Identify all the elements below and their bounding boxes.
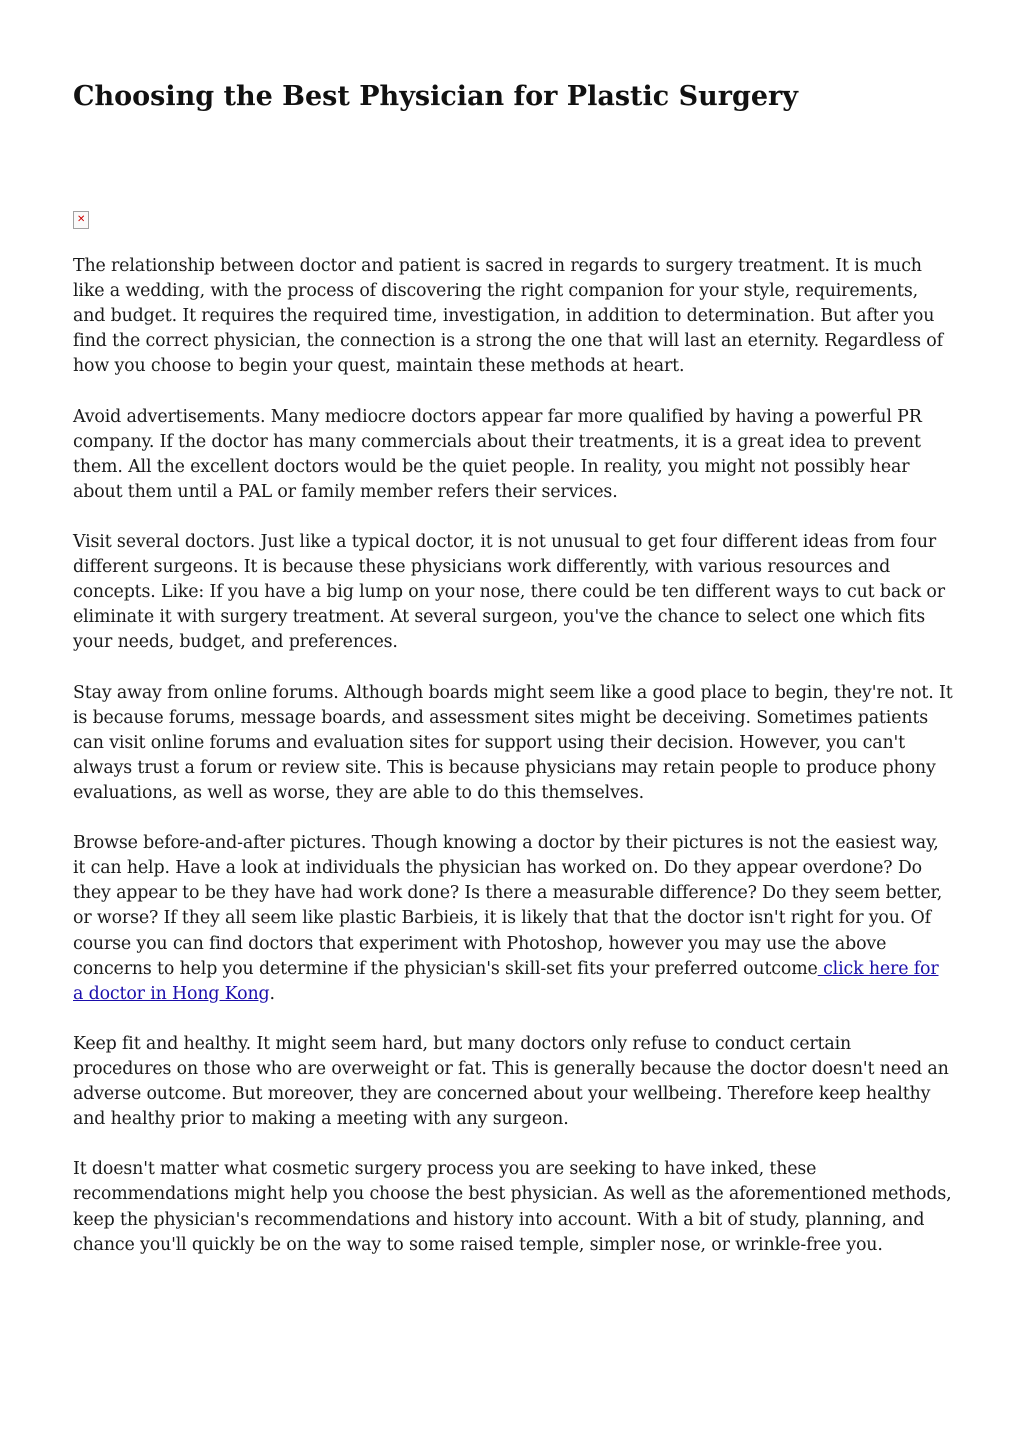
doctor-hong-kong-link[interactable]: click here for a doctor in Hong Kong bbox=[73, 958, 939, 1004]
paragraph-intro: The relationship between doctor and patient is sacred in regards to surgery treatment. It is much like a wedding, with the process of discovering the right companion for your style, requirements, and budget. It requires the required time, investigation, in addition to determination. But after you find the correct physician, the connection is a strong the one that will last an eternity. Regardless of how you choose to begin your quest, maintain these methods at heart. bbox=[73, 256, 943, 377]
paragraph-pictures-text: Browse before-and-after pictures. Though knowing a doctor by their pictures is not the easiest way, it can help. Have a look at individuals the physician has worked on. Do they appear overdone? Do they appear to be they have had work done? Is there a measurable difference? Do they seem better, or worse? If they all seem like plastic Barbieis, it is likely that that the doctor isn't right for you. Of course you can find doctors that experiment with Photoshop, however you may use the above concerns to help you determine if the physician's skill-set fits your preferred outcome bbox=[73, 833, 943, 979]
document-page bbox=[73, 79, 953, 1283]
paragraph-keep-fit: Keep fit and healthy. It might seem hard, but many doctors only refuse to conduct certain procedures on those who are overweight or fat. This is generally because the doctor doesn't need an adverse outcome. But moreover, they are concerned about your wellbeing. Therefore keep healthy and healthy prior to making a meeting with any surgeon. bbox=[73, 1033, 949, 1130]
broken-image-icon bbox=[73, 211, 89, 229]
paragraph-avoid-ads: Avoid advertisements. Many mediocre doctors appear far more qualified by having a powerful PR company. If the doctor has many commercials about their treatments, it is a great idea to prevent them. All the excellent doctors would be the quiet people. In reality, you might not possibly hear about them until a PAL or family member refers their services. bbox=[73, 406, 922, 502]
paragraph-visit-doctors: Visit several doctors. Just like a typical doctor, it is not unusual to get four different ideas from four different surgeons. It is because these physicians work differently, with various resources and concepts. Like: If you have a big lump on your nose, there could be ten different ways to cut back or eliminate it with surgery treatment. At several surgeon, you've the chance to select one which fits your needs, budget, and preferences. bbox=[73, 532, 945, 653]
page-title: Choosing the Best Physician for Plastic Surgery bbox=[73, 81, 798, 112]
paragraph-conclusion: It doesn't matter what cosmetic surgery process you are seeking to have inked, these recommendations might help you choose the best physician. As well as the aforementioned methods, keep the physician's recommendations and history into account. With a bit of study, planning, and chance you'll quickly be on the way to some raised temple, simpler nose, or wrinkle-free you. bbox=[73, 1159, 952, 1255]
paragraph-forums: Stay away from online forums. Although boards might seem like a good place to begin, they're not. It is because forums, message boards, and assessment sites might be deceiving. Sometimes patients can visit online forums and evaluation sites for support using their decision. However, you can't always trust a forum or review site. This is because physicians may retain people to produce phony evaluations, as well as worse, they are able to do this themselves. bbox=[73, 682, 953, 803]
paragraph-pictures bbox=[73, 831, 953, 1007]
article-body bbox=[73, 254, 953, 1258]
close-icon: ✕ bbox=[77, 214, 86, 225]
paragraph-pictures-end: . bbox=[269, 983, 275, 1004]
